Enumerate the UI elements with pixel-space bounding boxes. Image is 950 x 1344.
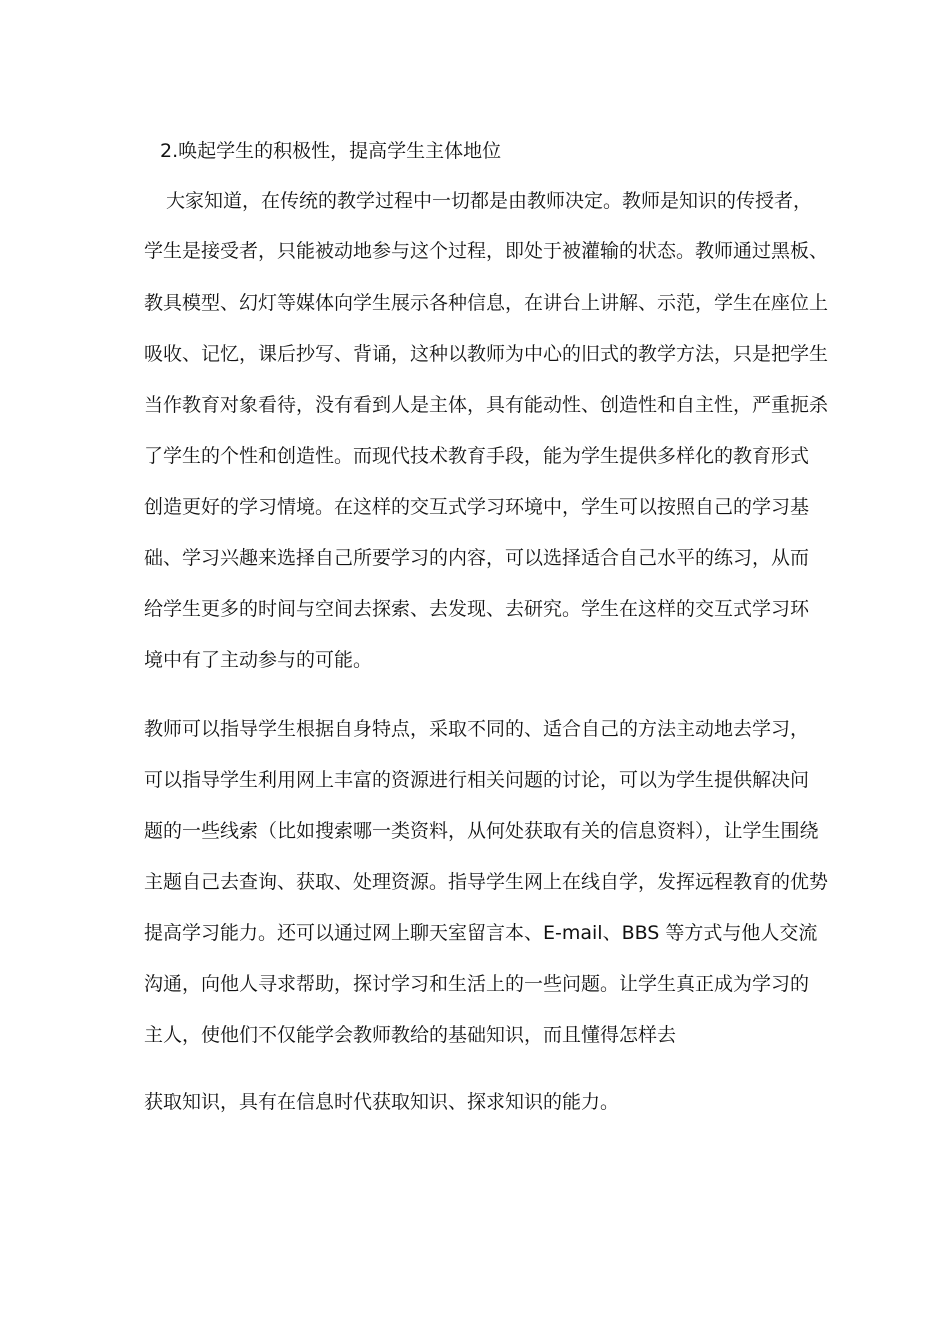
- paragraph-line: 大家知道，在传统的教学过程中一切都是由教师决定。教师是知识的传授者，: [166, 190, 813, 212]
- paragraph-line: 当作教育对象看待，没有看到人是主体，具有能动性、创造性和自主性，严重扼杀: [144, 394, 829, 416]
- paragraph-line: 境中有了主动参与的可能。: [144, 649, 373, 671]
- paragraph-line: 题的一些线索（比如搜索哪一类资料，从何处获取有关的信息资料），让学生围绕: [144, 820, 819, 842]
- paragraph-line: 学生是接受者，只能被动地参与这个过程，即处于被灌输的状态。教师通过黑板、: [144, 240, 829, 262]
- section-heading: 2.唤起学生的积极性，提高学生主体地位: [160, 140, 502, 162]
- paragraph-line: 获取知识，具有在信息时代获取知识、探求知识的能力。: [144, 1091, 620, 1113]
- paragraph-line: 主人，使他们不仅能学会教师教给的基础知识，而且懂得怎样去: [144, 1024, 677, 1046]
- paragraph-line: 提高学习能力。还可以通过网上聊天室留言本、E-mail、BBS 等方式与他人交流: [144, 922, 818, 944]
- paragraph-line: 教师可以指导学生根据自身特点，采取不同的、适合自己的方法主动地去学习，: [144, 718, 810, 740]
- paragraph-line: 吸收、记忆，课后抄写、背诵，这种以教师为中心的旧式的教学方法，只是把学生: [144, 343, 829, 365]
- paragraph-line: 了学生的个性和创造性。而现代技术教育手段，能为学生提供多样化的教育形式: [144, 445, 810, 467]
- paragraph-line: 可以指导学生利用网上丰富的资源进行相关问题的讨论，可以为学生提供解决问: [144, 769, 810, 791]
- paragraph-line: 础、学习兴趣来选择自己所要学习的内容，可以选择适合自己水平的练习，从而: [144, 547, 810, 569]
- paragraph-line: 创造更好的学习情境。在这样的交互式学习环境中，学生可以按照自己的学习基: [144, 496, 810, 518]
- paragraph-line: 沟通，向他人寻求帮助，探讨学习和生活上的一些问题。让学生真正成为学习的: [144, 973, 810, 995]
- paragraph-line: 教具模型、幻灯等媒体向学生展示各种信息，在讲台上讲解、示范，学生在座位上: [144, 292, 829, 314]
- paragraph-line: 主题自己去查询、获取、处理资源。指导学生网上在线自学，发挥远程教育的优势: [144, 871, 829, 893]
- paragraph-line: 给学生更多的时间与空间去探索、去发现、去研究。学生在这样的交互式学习环: [144, 598, 810, 620]
